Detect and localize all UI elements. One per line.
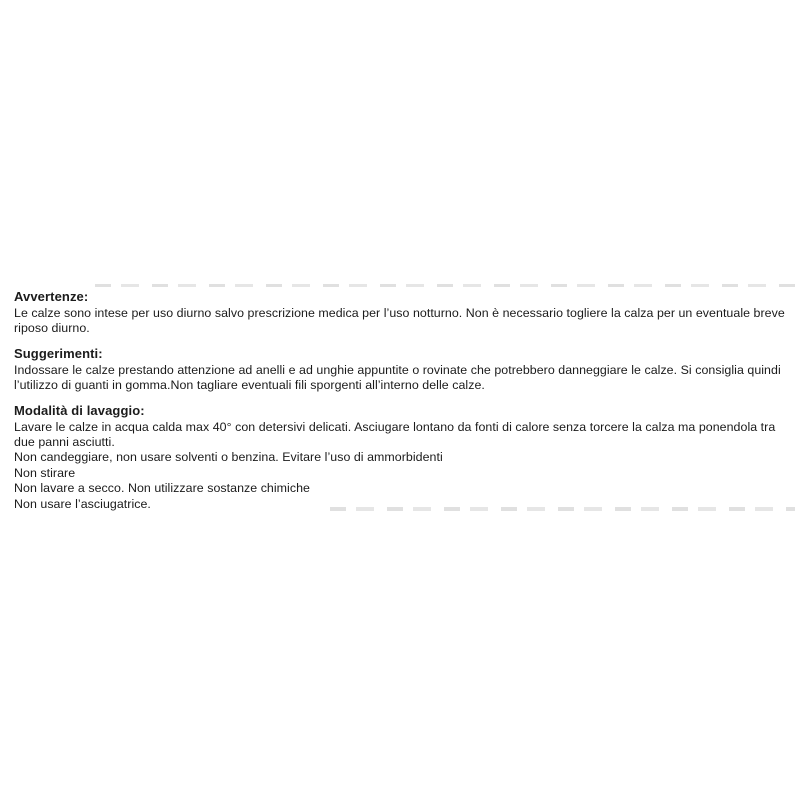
section-heading-suggerimenti: Suggerimenti: bbox=[14, 345, 103, 361]
care-instructions-text bbox=[14, 289, 792, 512]
text-line: Le calze sono intese per uso diurno salvo prescrizione medica per l’uso notturno. Non è necessario togliere la calza per un eventuale breve bbox=[14, 306, 785, 320]
section-heading-avvertenze: Avvertenze: bbox=[14, 289, 89, 304]
section-heading-modalita-di-lavaggio: Modalità di lavaggio: bbox=[14, 402, 145, 418]
section-modalita-di-lavaggio bbox=[14, 403, 792, 512]
text-line: Indossare le calze prestando attenzione ad anelli e ad unghie appuntite o rovinate che potrebbero danneggiare le calze. Si consiglia quindi bbox=[14, 362, 781, 377]
text-line: Non stirare bbox=[14, 465, 76, 480]
text-line: riposo diurno. bbox=[14, 321, 90, 336]
text-line: due panni asciutti. bbox=[14, 435, 115, 450]
section-suggerimenti bbox=[14, 346, 792, 394]
faint-clipped-text-row-bottom bbox=[330, 507, 795, 511]
text-line: Non candeggiare, non usare solventi o benzina. Evitare l’uso di ammorbidenti bbox=[14, 450, 443, 465]
text-line: Lavare le calze in acqua calda max 40° con detersivi delicati. Asciugare lontano da fonti di calore senza torcere la calza ma ponendola tra bbox=[14, 419, 776, 434]
text-line: l’utilizzo di guanti in gomma.Non tagliare eventuali fili sporgenti all’interno delle calze. bbox=[14, 378, 485, 393]
section-avvertenze bbox=[14, 289, 792, 337]
text-line: Non lavare a secco. Non utilizzare sostanze chimiche bbox=[14, 481, 310, 496]
text-line: Non usare l’asciugatrice. bbox=[14, 496, 151, 511]
faint-clipped-text-row-top bbox=[95, 284, 795, 287]
